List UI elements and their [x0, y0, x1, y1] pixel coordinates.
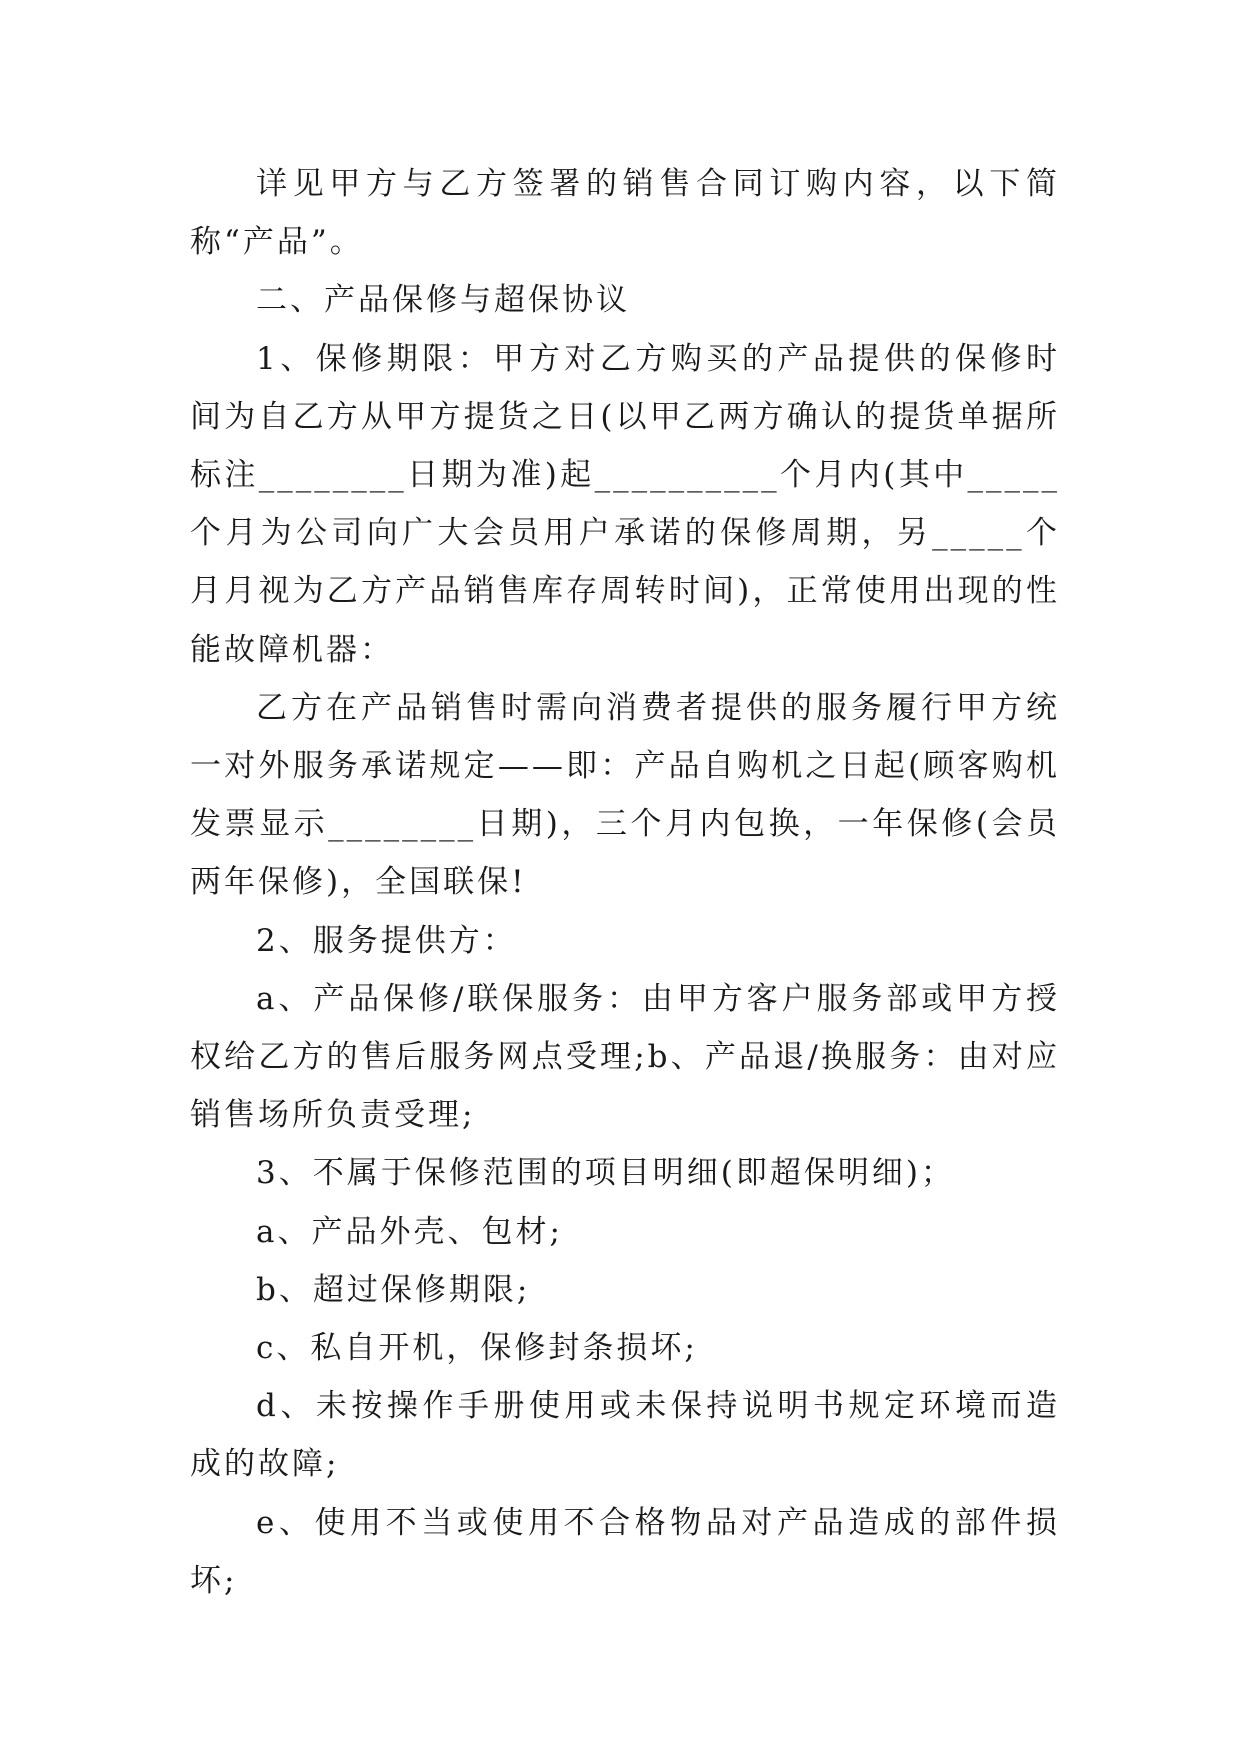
list-item-exclusion-e: e、使用不当或使用不合格物品对产品造成的部件损坏; — [190, 1504, 1060, 1599]
list-item-exclusion-a: a、产品外壳、包材; — [256, 1213, 563, 1250]
paragraph-product-definition: 详见甲方与乙方签署的销售合同订购内容，以下简称“产品”。 — [190, 166, 1060, 261]
paragraph-service-provider-details: a、产品保修/联保服务：由甲方客户服务部或甲方授权给乙方的售后服务网点受理;b、产品退/换服务：由对应销售场所负责受理; — [190, 980, 1060, 1134]
paragraph-service-commitment: 乙方在产品销售时需向消费者提供的服务履行甲方统一对外服务承诺规定——即：产品自购机之日起(顾客购机发票显示________日期)，三个月内包换，一年保修(会员两年保修)，全国联保! — [190, 689, 1060, 901]
paragraph-warranty-period: 1、保修期限：甲方对乙方购买的产品提供的保修时间为自乙方从甲方提货之日(以甲乙两方确认的提货单据所标注________日期为准)起__________个月内(其中_____个月为公司向广大会员用户承诺的保修周期，另_____个月月视为乙方产品销售库存周转时间)，正常使用出现的性能故障机器： — [190, 340, 1060, 668]
list-item-exclusion-b: b、超过保修期限; — [256, 1271, 531, 1308]
paragraph-service-provider-heading: 2、服务提供方： — [256, 922, 517, 959]
list-item-exclusion-d: d、未按操作手册使用或未保持说明书规定环境而造成的故障; — [190, 1388, 1060, 1483]
section-heading-warranty: 二、产品保修与超保协议 — [256, 282, 630, 319]
document-body — [190, 155, 1060, 1610]
list-item-exclusion-c: c、私自开机，保修封条损坏; — [256, 1330, 698, 1367]
paragraph-exclusions-heading: 3、不属于保修范围的项目明细(即超保明细)； — [256, 1155, 955, 1192]
